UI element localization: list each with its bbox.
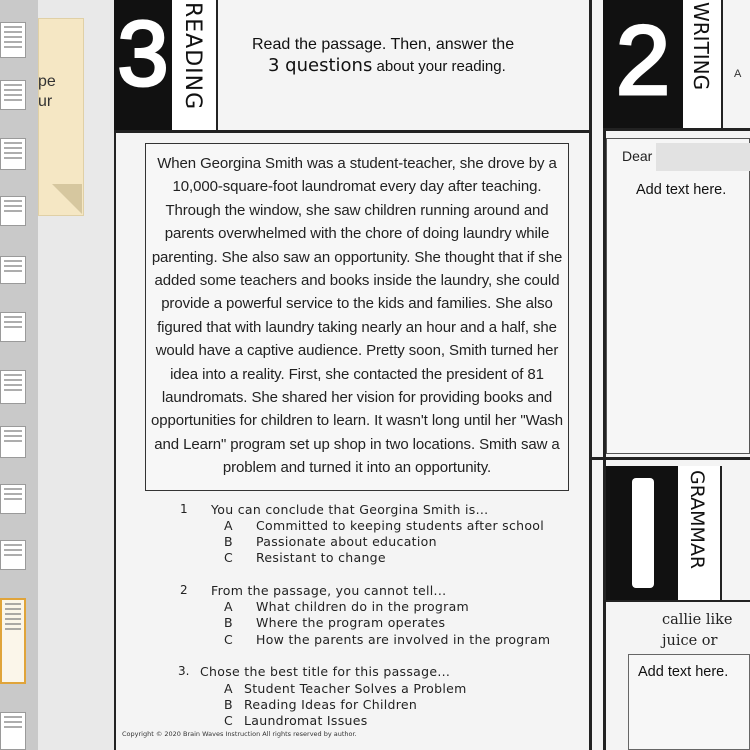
copyright-text: Copyright © 2020 Brain Waves Instruction All rights reserved by author. [122,730,357,738]
option-letter: A [224,599,233,614]
option-text: Passionate about education [256,534,437,549]
instruction-line-1: Read the passage. Then, answer the [252,36,515,53]
sticky-note-text: pe ur [38,73,56,110]
slide-thumbnail[interactable] [0,712,26,750]
instruction-line-2 [268,55,506,76]
question-text: From the passage, you cannot tell... [211,583,447,598]
grammar-header-divider [606,600,750,602]
writing-label: WRITING [689,2,713,91]
slide-thumbnail[interactable] [0,22,26,58]
option-letter: C [224,713,234,728]
grammar-text-field[interactable]: Add text here. [638,664,729,680]
option-text: Where the program operates [256,615,446,630]
slide-thumbnail[interactable] [0,138,26,170]
writing-header-divider [603,128,750,131]
dear-label: Dear [622,148,653,164]
slide-thumbnail-selected[interactable] [0,598,26,684]
passage-text: When Georgina Smith was a student-teacher, she drove by a 10,000-square-foot laundromat every day after teaching. Through the window, she saw children running around and parents overwhelmed with the chore of doing laundry while parenting. She also saw an opportunity. She thought that if she added some teachers and books inside the laundry, she could provide a powerful service to the kids and families. She also figured that with laundry taking nearly an hour and a half, she would have a captive audience. Pretty soon, Smith turned her idea into a reality. First, she contacted the president of 81 laundromats. She shared her vision for providing books and opportunities for children to learn. It wasn't long until her "Wash and Learn" program set up shop in two locations. Smith saw a problem and turned it into an opportunity. [151,155,563,477]
sticky-note-fold [52,184,82,214]
option-text: Student Teacher Solves a Problem [244,681,467,696]
option-letter: B [224,697,233,712]
grammar-sentence: callie like juice or [662,612,733,649]
option-text: Committed to keeping students after school [256,518,545,533]
passage-box [145,143,569,491]
question-number: 2 [180,583,188,597]
slide-thumbnail[interactable] [0,256,26,284]
option-text: Laundromat Issues [244,713,368,728]
slide-thumbnail[interactable] [0,196,26,226]
option-text: Reading Ideas for Children [244,697,418,712]
slide-thumbnail[interactable] [0,540,26,570]
instruction-rest: about your reading. [372,58,506,75]
reading-number: 3 [117,3,169,105]
option-text: How the parents are involved in the program [256,632,551,647]
grammar-label: GRAMMAR [686,470,708,570]
grammar-number-one-glyph [632,478,654,588]
slide-thumbnail[interactable] [0,312,26,342]
question-number: 1 [180,502,188,516]
reading-header-divider [114,130,592,133]
option-text: Resistant to change [256,550,386,565]
option-letter: B [224,615,233,630]
option-letter: C [224,550,234,565]
option-letter: C [224,632,234,647]
writing-number: 2 [615,5,671,115]
slide-thumbnail[interactable] [0,370,26,404]
option-text: What children do in the program [256,599,470,614]
slide-thumbnail[interactable] [0,80,26,110]
writing-label-box [683,0,723,128]
option-letter: B [224,534,233,549]
instruction-emphasis: 3 questions [268,55,373,76]
question-text: You can conclude that Georgina Smith is... [211,502,489,517]
question-number: 3. [178,664,190,678]
writing-text-field[interactable]: Add text here. [636,182,727,198]
dear-name-field[interactable] [656,143,750,171]
slide-thumbnail-panel[interactable] [0,0,38,750]
slide-thumbnail[interactable] [0,426,26,458]
writing-instruction-partial: A [734,68,742,80]
option-letter: A [224,681,233,696]
reading-label: READING [180,2,205,111]
slide-thumbnail[interactable] [0,484,26,514]
question-text: Chose the best title for this passage... [200,664,451,679]
grammar-label-box [678,466,722,602]
reading-label-box [172,0,218,132]
option-letter: A [224,518,233,533]
